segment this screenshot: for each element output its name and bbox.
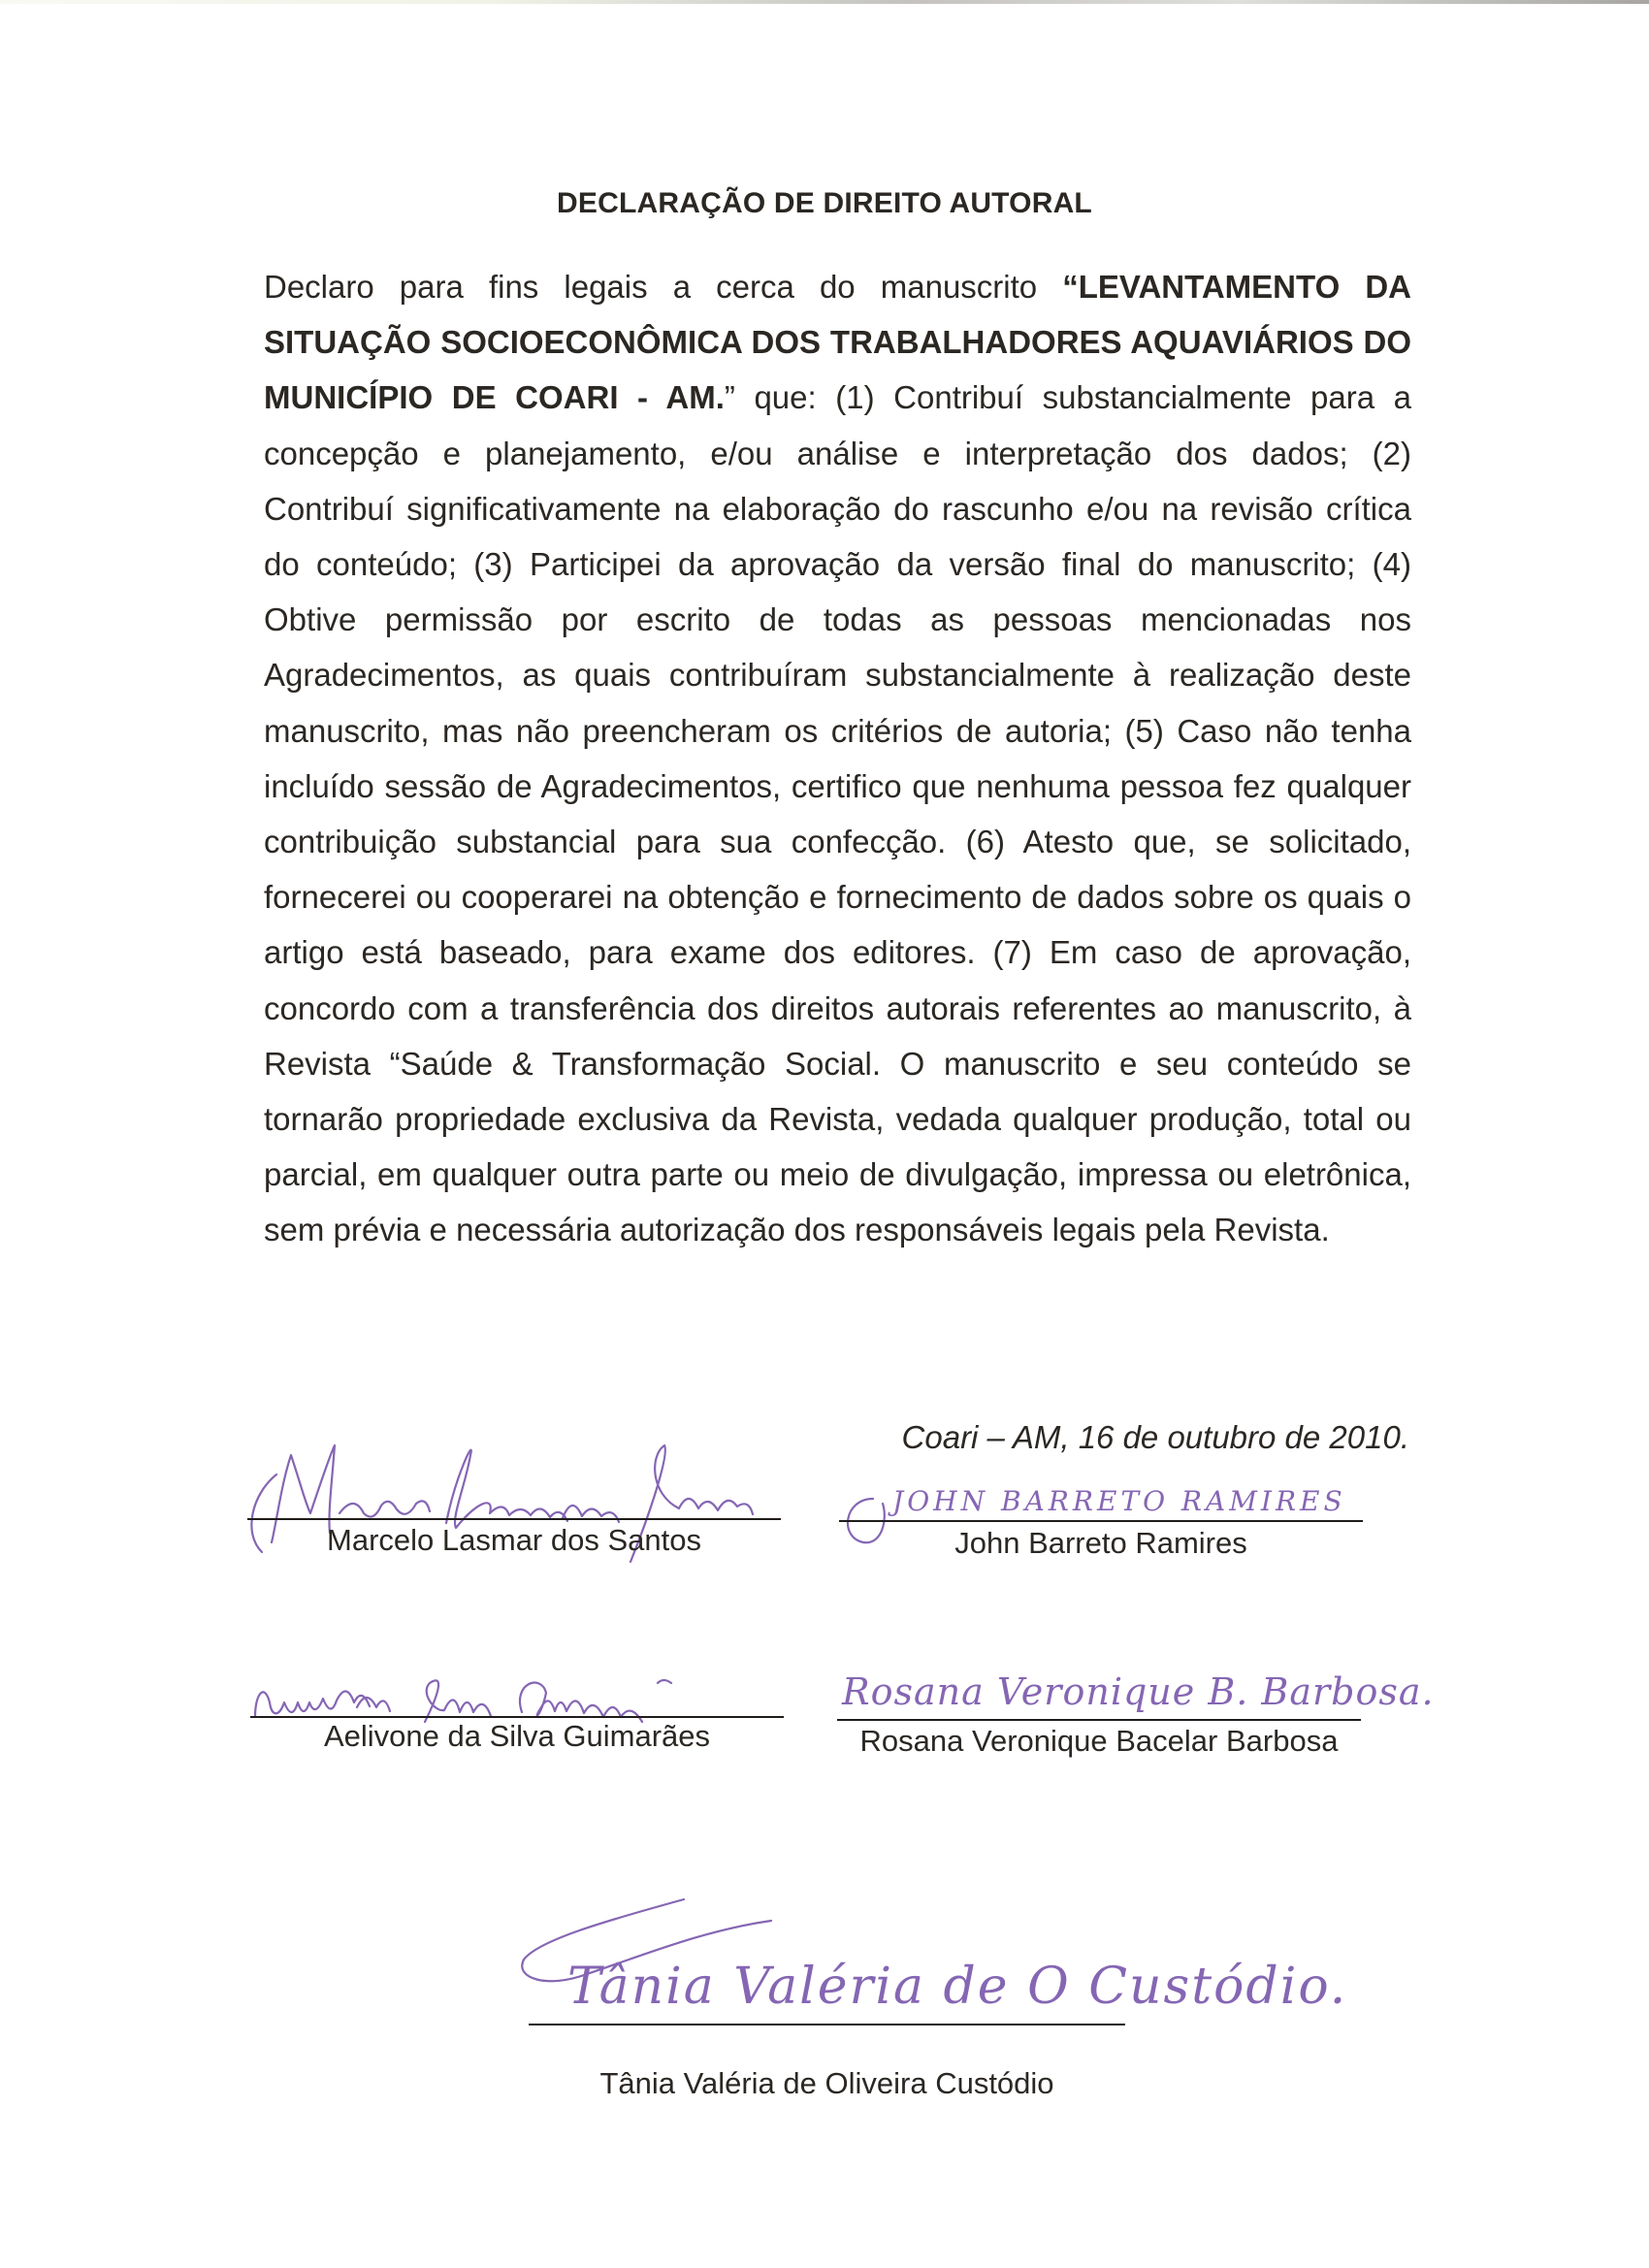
place-date: Coari – AM, 16 de outubro de 2010. [901, 1419, 1409, 1455]
scan-edge [0, 0, 1649, 4]
signatory-name-5: Tânia Valéria de Oliveira Custódio [599, 2066, 1054, 2100]
signature-line-1 [247, 1518, 781, 1520]
signatory-name-2: John Barreto Ramires [954, 1526, 1247, 1560]
document-title: DECLARAÇÃO DE DIREITO AUTORAL [557, 187, 1092, 219]
declaration-intro: Declaro para fins legais a cerca do manuscrito [264, 269, 1063, 305]
declaration-body [264, 259, 1411, 1258]
signature-line-5 [529, 2024, 1125, 2025]
handwritten-signature-2-text: JOHN BARRETO RAMIRES [892, 1485, 1346, 1517]
handwritten-signature-4: Rosana Veronique B. Barbosa. [842, 1670, 1435, 1713]
signature-line-4 [837, 1719, 1361, 1721]
signatory-name-3: Aelivone da Silva Guimarães [323, 1719, 711, 1753]
signature-line-3 [250, 1716, 784, 1718]
handwritten-signature-5: Tânia Valéria de O Custódio. [567, 1958, 1348, 2016]
signatory-name-4: Rosana Veronique Bacelar Barbosa [859, 1724, 1339, 1758]
declaration-clauses: ” que: (1) Contribuí substancialmente para a concepção e planejamento, e/ou análise e interpretação dos dados; (2) Contribuí significativamente na elaboração do rascunho e/ou na revisão crítica do conteúdo; (3) Participei da aprovação da versão final do manuscrito; (4) Obtive permissão por escrito de todas as pessoas mencionadas nos Agradecimentos, as quais contribuíram substancialmente à realização deste manuscrito, mas não preencheram os critérios de autoria; (5) Caso não tenha incluído sessão de Agradecimentos, certifico que nenhuma pessoa fez qualquer contribuição substancial para sua confecção. (6) Atesto que, se solicitado, fornecerei ou cooperarei na obtenção e fornecimento de dados sobre os quais o artigo está baseado, para exame dos editores. (7) Em caso de aprovação, concordo com a transferência dos direitos autorais referentes ao manuscrito, à Revista “Saúde & Transformação Social. O manuscrito e seu conteúdo se tornarão propriedade exclusiva da Revista, vedada qualquer produção, total ou parcial, em qualquer outra parte ou meio de divulgação, impressa ou eletrônica, sem prévia e necessária autorização dos responsáveis legais pela Revista. [264, 379, 1411, 1248]
signatory-name-1: Marcelo Lasmar dos Santos [327, 1523, 701, 1557]
signature-line-2 [839, 1520, 1363, 1522]
manuscript-title: “LEVANTAMENTO DA SITUAÇÃO SOCIOECONÔMICA DOS TRABALHADORES AQUAVIÁRIOS DO MUNICÍPIO DE COARI - AM. [264, 269, 1412, 416]
